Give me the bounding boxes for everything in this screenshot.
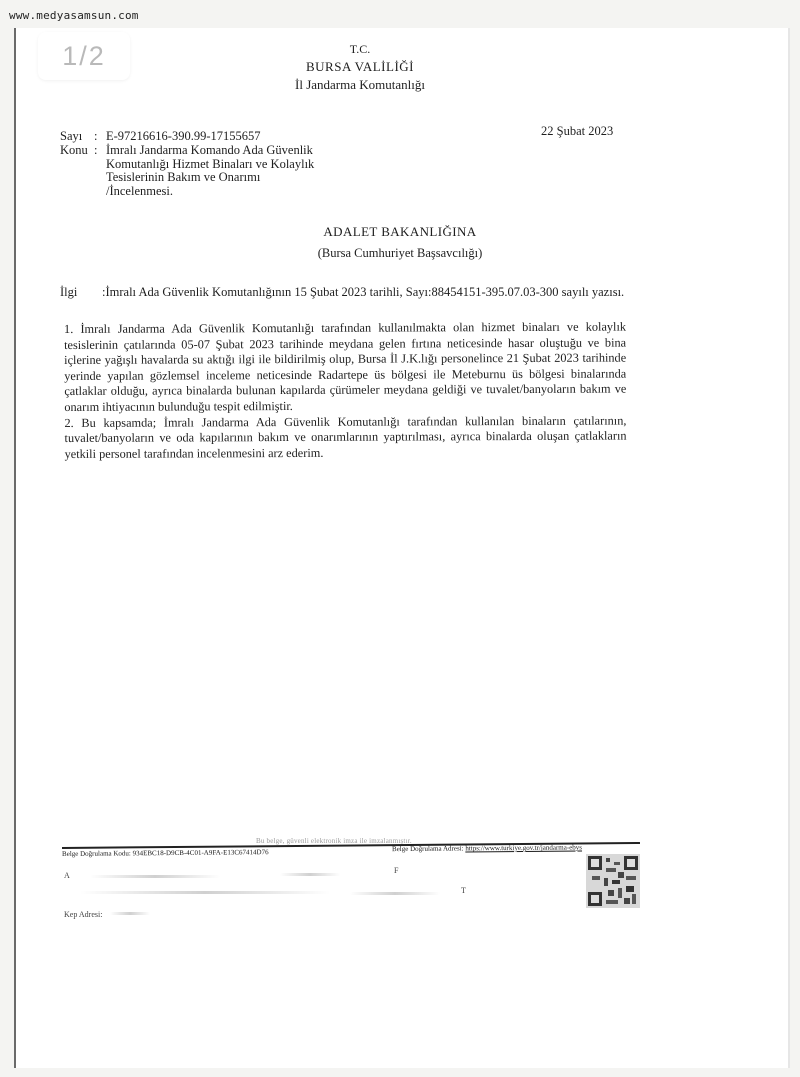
addressee-block [240,224,560,261]
konu-row [60,144,314,198]
document-date: 22 Şubat 2023 [541,124,614,138]
verification-code: Belge Doğrulama Kodu: 934EBC18-D9CB-4C01-A9FA-E13C67414D76 [62,848,269,858]
sayi-row [60,130,261,144]
verification-address-label: Belge Doğrulama Adresi: [391,844,464,854]
qr-code-icon [586,854,640,908]
e-signature-note: Bu belge, güvenli elektronik imza ile imzalanmıştır. [256,837,412,845]
page-indicator: 1/2 [38,32,130,80]
paragraph-1: 1. İmralı Jandarma Ada Güvenlik Komutanlığı tarafından kullanılmakta olan hizmet binaları ve kolaylık tesislerinin çatılarında 05-07 Şubat 2023 tarihinde meydana gelen fırtına neticesinde hasar oluştuğu ve bina içlerine yağışlı havalarda su aktığı ilgi ile bildirilmiş olup, Bursa İl J.K.lığı personelince 21 Şubat 2023 tarihinde yerinde yapılan gözlemsel inceleme neticesinde Radartepe üs bölgesi ile Meteburnu üs bölgesi binalarında çatlaklar olduğu, ayrıca binalarda bulunan kapılarda çürümeler meydana geldiği ve tuvalet/banyoların bakım ve onarım ihtiyacının bulunduğu tespit edilmiştir. [64,319,627,414]
footer-fragment: A [64,871,70,880]
footer-fragment: F [394,866,399,875]
verification-address [392,843,582,853]
konu-line: İmralı Jandarma Komando Ada Güvenlik [106,143,313,157]
letterhead [260,40,460,94]
addressee-title: ADALET BAKANLIĞINA [323,224,477,239]
konu-line: /İncelenmesi. [106,183,173,198]
konu-line: Tesislerinin Bakım ve Onarımı [106,170,261,184]
redacted-line [280,873,340,876]
addressee-subtitle: (Bursa Cumhuriyet Başsavcılığı) [317,246,483,260]
ilgi-label: İlgi [60,285,78,299]
letterhead-command: İl Jandarma Komutanlığı [295,77,425,92]
konu-value [106,144,314,198]
redacted-line [110,912,150,915]
ilgi-text: :İmralı Ada Güvenlik Komutanlığının 15 Şubat 2023 tarihli, Sayı:88454151-395.07.03-300 sayılı yazısı. [102,285,625,299]
sayi-value: E-97216616-390.99-17155657 [106,129,261,143]
redacted-line [350,892,440,895]
konu-colon: : [94,143,98,157]
watermark-url: www.medyasamsun.com [9,9,139,22]
letterhead-governorship: BURSA VALİLİĞİ [305,59,414,74]
redacted-line [90,875,220,878]
page-edge [788,28,790,1068]
konu-label: Konu [60,143,88,157]
verification-address-link[interactable]: https://www.turkiye.gov.tr/jandarma-ebys [465,843,583,853]
konu-line: Komutanlığı Hizmet Binaları ve Kolaylık [106,156,315,171]
footer-fragment: Kep Adresi: [64,910,103,919]
sayi-colon: : [94,129,98,143]
letterhead-tc: T.C. [349,42,371,56]
ilgi-row [60,285,630,300]
sayi-label: Sayı [60,129,83,143]
letter-body [64,320,627,463]
redacted-line [80,891,330,894]
footer-fragment: T [461,886,466,895]
paragraph-2: 2. Bu kapsamda; İmralı Jandarma Ada Güvenlik Komutanlığı tarafından kullanılan binaların çatılarının, tuvalet/banyoların ve oda kapılarının bakım ve onarımlarının yaptırılması, ayrıca binalarda oluşan çatlakların yetkili personel tarafından incelenmesini arz ederim. [64,413,627,461]
